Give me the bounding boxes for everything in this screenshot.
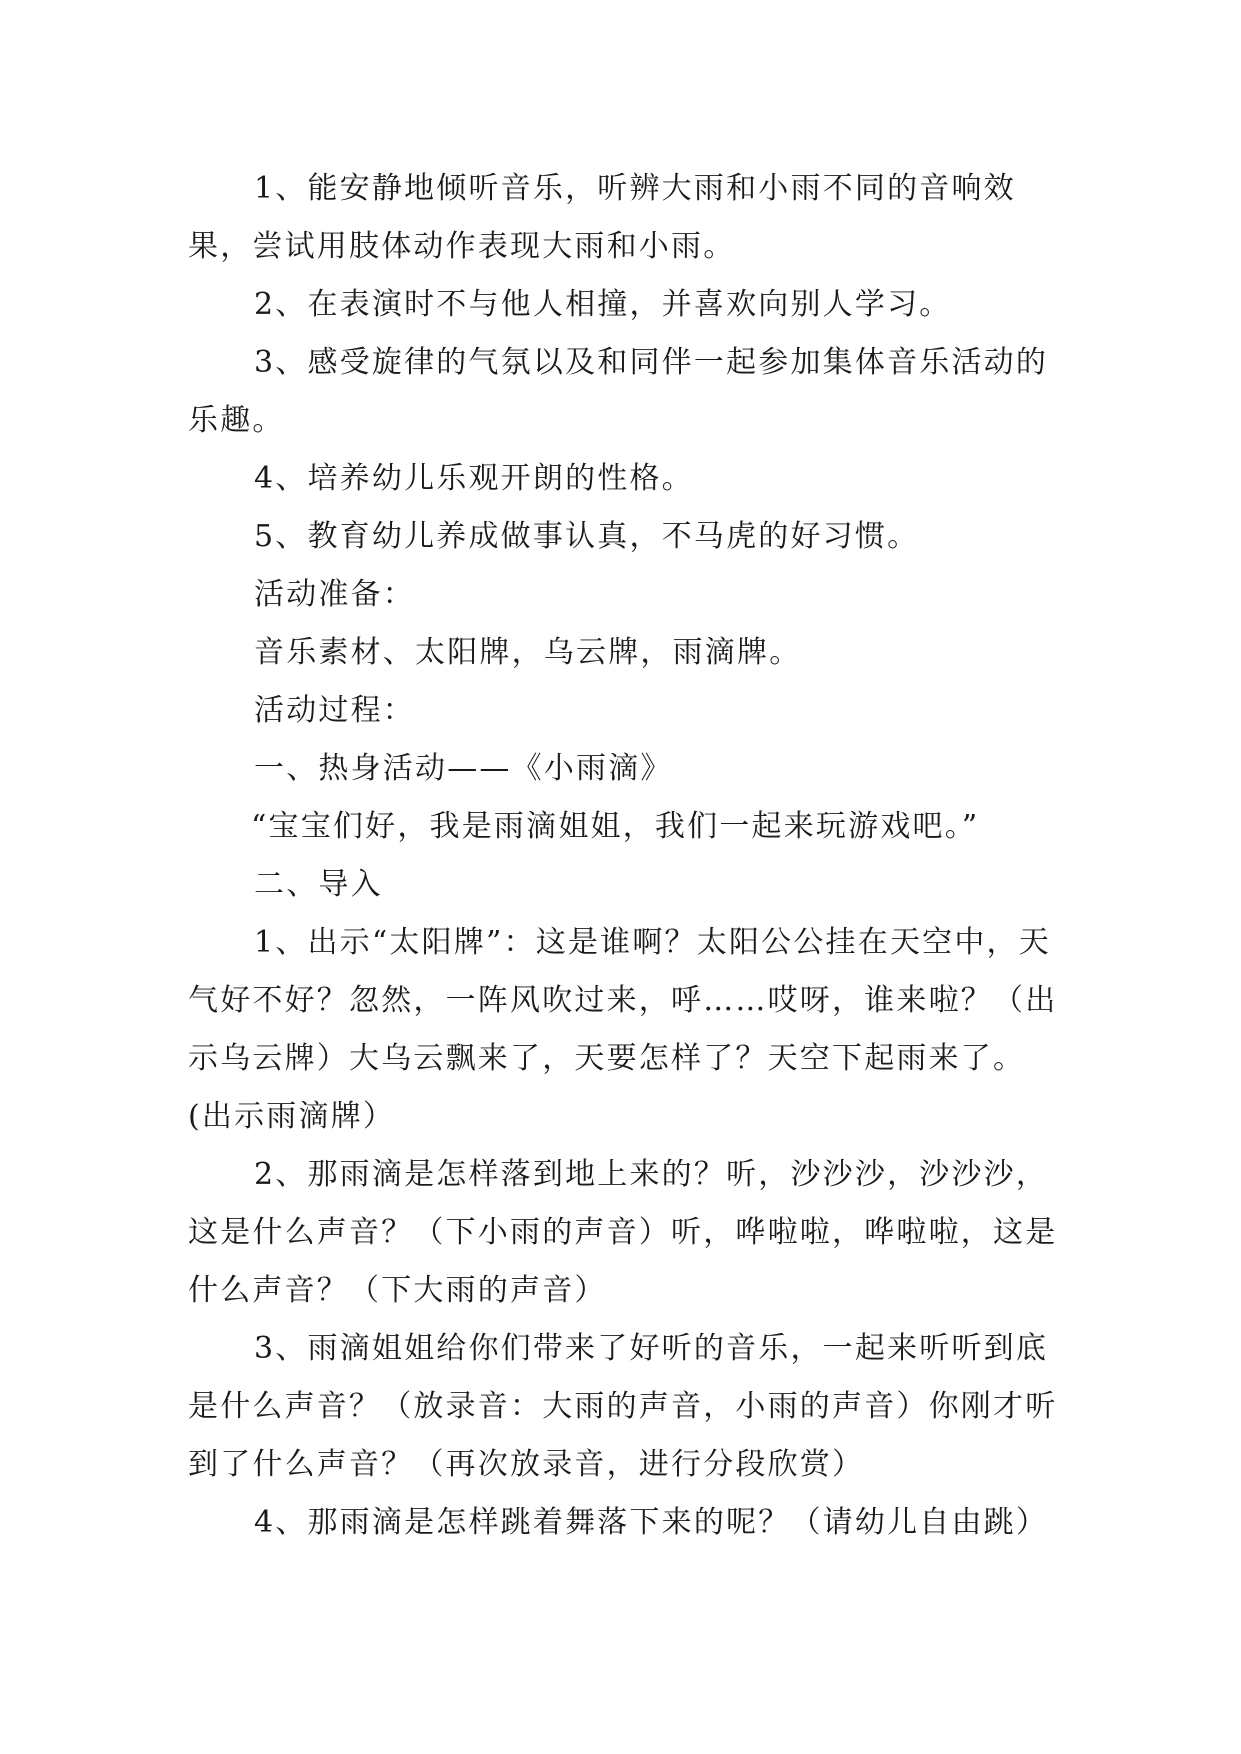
intro-step-2: 2、那雨滴是怎样落到地上来的？听，沙沙沙，沙沙沙，这是什么声音？（下小雨的声音）听，哗啦啦，哗啦啦，这是什么声音？（下大雨的声音）: [188, 1157, 1058, 1308]
goal-paragraph-2: 2、在表演时不与他人相撞，并喜欢向别人学习。: [254, 287, 952, 322]
warmup-heading: 一、热身活动——《小雨滴》: [254, 751, 673, 786]
process-heading: 活动过程：: [254, 693, 415, 728]
preparation-heading: 活动准备：: [254, 577, 415, 612]
goal-paragraph-1: 1、能安静地倾听音乐，听辨大雨和小雨不同的音响效果，尝试用肢体动作表现大雨和小雨。: [188, 171, 1016, 264]
preparation-materials: 音乐素材、太阳牌，乌云牌，雨滴牌。: [254, 635, 802, 670]
goal-paragraph-4: 4、培养幼儿乐观开朗的性格。: [254, 461, 694, 496]
intro-step-3: 3、雨滴姐姐给你们带来了好听的音乐，一起来听听到底是什么声音？（放录音：大雨的声音，小雨的声音）你刚才听到了什么声音？（再次放录音，进行分段欣赏）: [188, 1331, 1058, 1482]
intro-step-4: 4、那雨滴是怎样跳着舞落下来的呢？（请幼儿自由跳）: [254, 1505, 1049, 1540]
goal-paragraph-3: 3、感受旋律的气氛以及和同伴一起参加集体音乐活动的乐趣。: [188, 345, 1049, 438]
greeting-quote: “宝宝们好，我是雨滴姐姐，我们一起来玩游戏吧。”: [251, 809, 980, 844]
document-body: [188, 160, 1058, 1552]
goal-paragraph-5: 5、教育幼儿养成做事认真，不马虎的好习惯。: [254, 519, 920, 554]
intro-heading: 二、导入: [254, 867, 383, 902]
intro-step-1: 1、出示“太阳牌”：这是谁啊？太阳公公挂在天空中，天气好不好？忽然，一阵风吹过来，呼……哎呀，谁来啦？（出示乌云牌）大乌云飘来了，天要怎样了？天空下起雨来了。(出示雨滴牌）: [188, 925, 1058, 1134]
